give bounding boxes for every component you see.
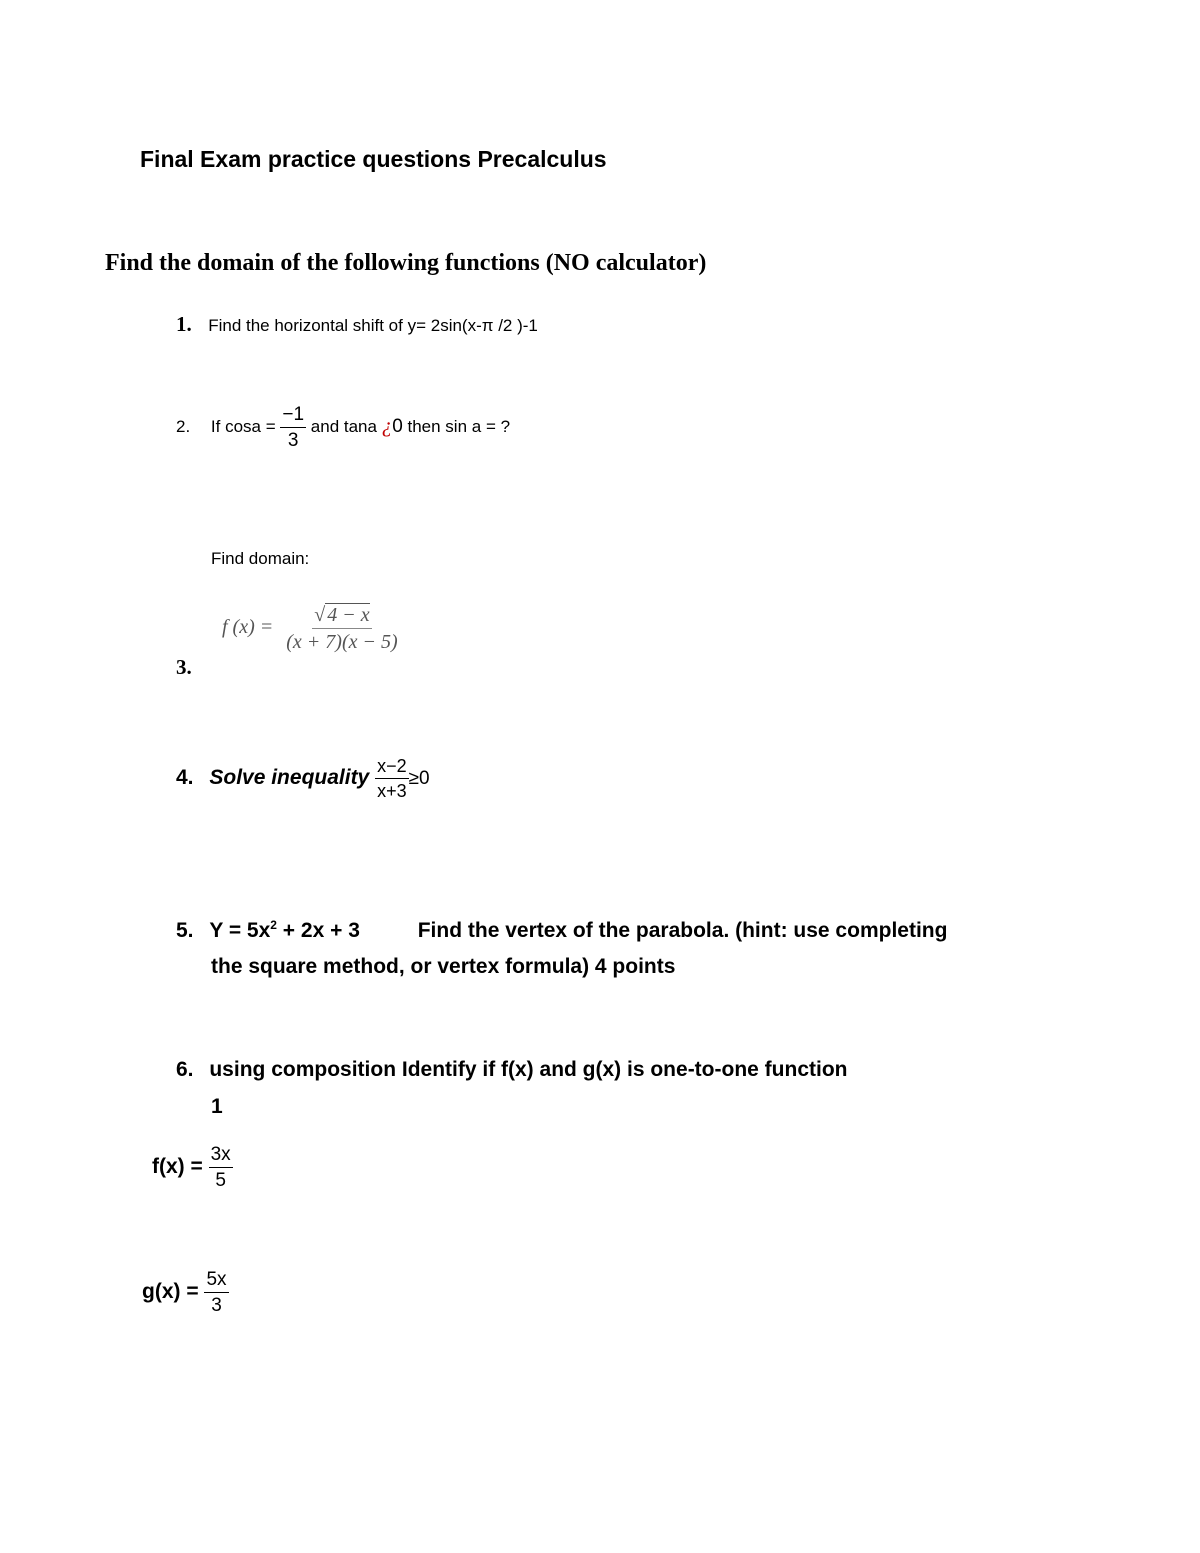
f-fraction bbox=[209, 1145, 233, 1190]
exponent: 2 bbox=[270, 918, 277, 932]
question-2 bbox=[176, 405, 510, 450]
inequality-fraction bbox=[375, 757, 409, 800]
question-5 bbox=[176, 918, 947, 943]
fraction-numerator: −1 bbox=[280, 405, 306, 428]
inequality-relation: ≥0 bbox=[408, 768, 430, 790]
f-definition bbox=[152, 1145, 233, 1190]
equation-rest: + 2x + 3 bbox=[276, 919, 360, 942]
sqrt-icon: √ bbox=[314, 604, 326, 626]
question-5-line2: the square method, or vertex formula) 4 points bbox=[211, 955, 676, 978]
f-lhs: f(x) = bbox=[152, 1155, 209, 1179]
domain-fraction bbox=[284, 605, 399, 652]
page-title: Final Exam practice questions Precalculus bbox=[140, 146, 607, 172]
fraction-denominator: 3 bbox=[287, 430, 299, 451]
question-task: Find the vertex of the parabola. (hint: use completing bbox=[417, 919, 948, 942]
fraction-numerator: √ 4 − x bbox=[312, 605, 371, 629]
section-instruction: Find the domain of the following functions (NO calculator) bbox=[105, 250, 707, 276]
g-fraction bbox=[204, 1270, 228, 1315]
fraction-denominator: 3 bbox=[211, 1295, 222, 1316]
zero-value: 0 bbox=[392, 415, 403, 437]
question-6 bbox=[176, 1058, 847, 1082]
fraction-numerator: 3x bbox=[209, 1145, 233, 1168]
question-prefix: If cosa = bbox=[210, 416, 281, 436]
question-text: using composition Identify if f(x) and g(x) is one-to-one function bbox=[209, 1058, 848, 1081]
question-4 bbox=[176, 757, 430, 800]
g-lhs: g(x) = bbox=[142, 1280, 205, 1304]
question-number: 4. bbox=[176, 766, 194, 790]
find-domain-label: Find domain: bbox=[211, 549, 310, 568]
fraction-numerator: 5x bbox=[204, 1270, 228, 1293]
question-number: 5. bbox=[176, 919, 194, 942]
question-1 bbox=[176, 312, 538, 337]
question-number: 2. bbox=[176, 416, 191, 436]
function-lhs: f (x) = bbox=[222, 616, 274, 639]
equation-lhs: Y = 5x bbox=[209, 919, 271, 942]
question-3-number: 3. bbox=[176, 655, 192, 679]
question-3-formula bbox=[222, 605, 400, 652]
g-definition bbox=[142, 1270, 229, 1315]
question-mid: and tana bbox=[310, 416, 382, 436]
question-text: Solve inequality bbox=[209, 766, 370, 790]
question-number: 6. bbox=[176, 1058, 194, 1081]
fraction-denominator: x+3 bbox=[377, 781, 407, 801]
question-text: Find the horizontal shift of y= 2sin(x-π /2 )-1 bbox=[208, 316, 538, 335]
question-6-line2: 1 bbox=[211, 1095, 223, 1118]
garbled-symbol: ¿ bbox=[381, 412, 393, 437]
fraction-denominator: 5 bbox=[215, 1170, 226, 1191]
fraction-numerator: x−2 bbox=[375, 757, 409, 779]
fraction-denominator: (x + 7)(x − 5) bbox=[286, 631, 398, 653]
question-number: 1. bbox=[176, 312, 192, 336]
cos-fraction bbox=[280, 405, 306, 450]
question-suffix: then sin a = ? bbox=[407, 416, 511, 436]
